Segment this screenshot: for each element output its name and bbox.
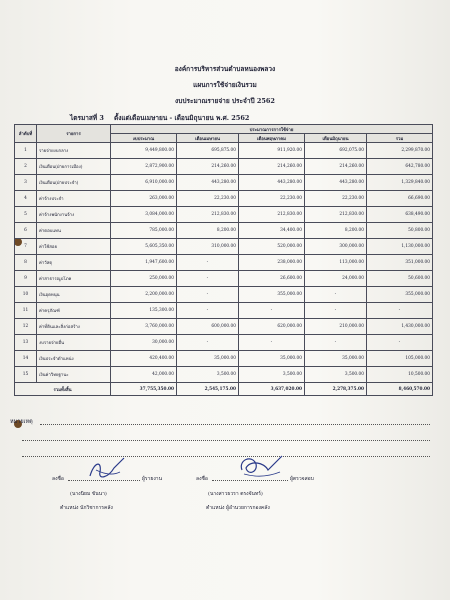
total-budget: 37,755,350.00 bbox=[111, 383, 177, 396]
row-index: 4 bbox=[15, 191, 37, 207]
table-row bbox=[15, 175, 433, 191]
row-index: 1 bbox=[15, 143, 37, 159]
row-june: 35,000.00 bbox=[305, 351, 367, 367]
row-budget: 2,200,000.00 bbox=[111, 287, 177, 303]
table-row bbox=[15, 239, 433, 255]
row-index: 15 bbox=[15, 367, 37, 383]
row-item: ค่าใช้สอย bbox=[37, 239, 111, 255]
table-row bbox=[15, 255, 433, 271]
row-may: 443,280.00 bbox=[239, 175, 305, 191]
row-index: 14 bbox=[15, 351, 37, 367]
row-item: ค่าตอบแทน bbox=[37, 223, 111, 239]
row-item: รายจ่ายงบกลาง bbox=[37, 143, 111, 159]
total-may: 3,637,020.00 bbox=[239, 383, 305, 396]
row-budget: 420,400.00 bbox=[111, 351, 177, 367]
row-index: 10 bbox=[15, 287, 37, 303]
row-june: 300,000.00 bbox=[305, 239, 367, 255]
row-total: 50,800.00 bbox=[367, 223, 433, 239]
row-may: 355,000.00 bbox=[239, 287, 305, 303]
row-index: 9 bbox=[15, 271, 37, 287]
row-may: 22,230.00 bbox=[239, 191, 305, 207]
row-index: 6 bbox=[15, 223, 37, 239]
row-total: 1,430,000.00 bbox=[367, 319, 433, 335]
row-budget: 135,300.00 bbox=[111, 303, 177, 319]
table-row bbox=[15, 159, 433, 175]
row-index: 12 bbox=[15, 319, 37, 335]
right-name: (นางสาวธวรา ตรงจันทร์) bbox=[208, 491, 263, 497]
row-may: 620,000.00 bbox=[239, 319, 305, 335]
left-sign-line bbox=[68, 480, 140, 481]
remark-line bbox=[40, 424, 430, 425]
total-row bbox=[15, 383, 433, 396]
table-row bbox=[15, 223, 433, 239]
right-role: ผู้ตรวจสอบ bbox=[290, 476, 314, 482]
row-total: 1,130,000.00 bbox=[367, 239, 433, 255]
row-june: 3,500.00 bbox=[305, 367, 367, 383]
row-may: - bbox=[239, 303, 305, 319]
remark-line bbox=[22, 440, 430, 441]
row-april: - bbox=[177, 287, 239, 303]
table-row bbox=[15, 303, 433, 319]
row-budget: 263,000.00 bbox=[111, 191, 177, 207]
row-total: 642,780.00 bbox=[367, 159, 433, 175]
row-june: - bbox=[305, 303, 367, 319]
row-june: - bbox=[305, 287, 367, 303]
row-april: 22,230.00 bbox=[177, 191, 239, 207]
table-row bbox=[15, 351, 433, 367]
row-april: 310,000.00 bbox=[177, 239, 239, 255]
row-index: 11 bbox=[15, 303, 37, 319]
row-may: - bbox=[239, 335, 305, 351]
left-role: ผู้รายงาน bbox=[142, 476, 163, 482]
row-april: 212,830.00 bbox=[177, 207, 239, 223]
row-may: 214,260.00 bbox=[239, 159, 305, 175]
row-june: 22,230.00 bbox=[305, 191, 367, 207]
row-item: เงินประจำตำแหน่ง bbox=[37, 351, 111, 367]
row-april: 3,500.00 bbox=[177, 367, 239, 383]
table-row bbox=[15, 143, 433, 159]
quarter-label: ไตรมาสที่ 3 bbox=[70, 114, 104, 122]
row-item: เงินค่าวิทยฐานะ bbox=[37, 367, 111, 383]
row-budget: 1,947,600.00 bbox=[111, 255, 177, 271]
row-budget: 42,000.00 bbox=[111, 367, 177, 383]
row-total: - bbox=[367, 303, 433, 319]
remark-label: หมายเหตุ bbox=[10, 419, 33, 425]
right-position: ตำแหน่ง ผู้อำนวยการกองคลัง bbox=[206, 505, 270, 511]
table-row bbox=[15, 319, 433, 335]
row-june: 210,000.00 bbox=[305, 319, 367, 335]
row-april: 214,260.00 bbox=[177, 159, 239, 175]
table-row bbox=[15, 287, 433, 303]
row-index: 3 bbox=[15, 175, 37, 191]
row-total: 50,600.00 bbox=[367, 271, 433, 287]
total-sum: 8,460,570.00 bbox=[367, 383, 433, 396]
row-index: 5 bbox=[15, 207, 37, 223]
row-june: 8,200.00 bbox=[305, 223, 367, 239]
plan-title: แผนการใช้จ่ายเงินรวม bbox=[193, 81, 257, 89]
left-name: (นางนิยม ขันนา) bbox=[70, 491, 107, 497]
row-index: 2 bbox=[15, 159, 37, 175]
header-item: รายการ bbox=[37, 125, 111, 143]
row-item: ค่าที่ดินและสิ่งก่อสร้าง bbox=[37, 319, 111, 335]
row-april: - bbox=[177, 335, 239, 351]
row-june: 24,000.00 bbox=[305, 271, 367, 287]
row-budget: 30,000.00 bbox=[111, 335, 177, 351]
row-total: 2,299,870.00 bbox=[367, 143, 433, 159]
row-june: 113,000.00 bbox=[305, 255, 367, 271]
table-row bbox=[15, 207, 433, 223]
org-title: องค์การบริหารส่วนตำบลหนองพลวง bbox=[174, 65, 276, 73]
row-april: - bbox=[177, 255, 239, 271]
row-may: 3,500.00 bbox=[239, 367, 305, 383]
header-index: ลำดับที่ bbox=[15, 125, 37, 143]
row-budget: 3,760,000.00 bbox=[111, 319, 177, 335]
row-april: 8,200.00 bbox=[177, 223, 239, 239]
right-sign-label: ลงชื่อ bbox=[196, 476, 208, 482]
header-june: เดือนมิถุนายน bbox=[305, 134, 367, 143]
period-label: ตั้งแต่เดือนเมษายน - เดือนมิถุนายน พ.ศ. 2562 bbox=[113, 114, 250, 122]
row-may: 35,000.00 bbox=[239, 351, 305, 367]
row-april: 600,000.00 bbox=[177, 319, 239, 335]
row-index: 7 bbox=[15, 239, 37, 255]
header-total: รวม bbox=[367, 134, 433, 143]
table-row bbox=[15, 335, 433, 351]
row-index: 8 bbox=[15, 255, 37, 271]
row-budget: 9,449,800.00 bbox=[111, 143, 177, 159]
row-may: 911,920.00 bbox=[239, 143, 305, 159]
row-item: งบรายจ่ายอื่น bbox=[37, 335, 111, 351]
right-signature-icon bbox=[234, 452, 288, 482]
table-row bbox=[15, 191, 433, 207]
row-budget: 5,605,350.00 bbox=[111, 239, 177, 255]
row-item: ค่าวัสดุ bbox=[37, 255, 111, 271]
row-may: 26,600.00 bbox=[239, 271, 305, 287]
table-row bbox=[15, 271, 433, 287]
left-sign-label: ลงชื่อ bbox=[52, 476, 64, 482]
row-june: 443,280.00 bbox=[305, 175, 367, 191]
left-position: ตำแหน่ง นักวิชาการคลัง bbox=[60, 505, 113, 511]
row-item: เงินอุดหนุน bbox=[37, 287, 111, 303]
total-june: 2,278,375.00 bbox=[305, 383, 367, 396]
row-index: 13 bbox=[15, 335, 37, 351]
row-april: 695,875.00 bbox=[177, 143, 239, 159]
table-row bbox=[15, 367, 433, 383]
row-total: 10,500.00 bbox=[367, 367, 433, 383]
row-item: เงินเดือน(ฝ่ายประจำ) bbox=[37, 175, 111, 191]
row-budget: 6,910,000.00 bbox=[111, 175, 177, 191]
row-item: เงินเดือน(ฝ่ายการเมือง) bbox=[37, 159, 111, 175]
row-june: 214,260.00 bbox=[305, 159, 367, 175]
row-item: ค่าสาธารณูปโภค bbox=[37, 271, 111, 287]
header-budget: งบประมาณ bbox=[111, 134, 177, 143]
right-sign-line bbox=[212, 480, 288, 481]
row-total: 1,329,840.00 bbox=[367, 175, 433, 191]
fiscal-title: งบประมาณรายจ่าย ประจำปี 2562 bbox=[175, 97, 275, 105]
period-heading bbox=[70, 113, 249, 123]
row-total: 105,000.00 bbox=[367, 351, 433, 367]
header-may: เดือนพฤษภาคม bbox=[239, 134, 305, 143]
row-may: 212,830.00 bbox=[239, 207, 305, 223]
row-april: 443,280.00 bbox=[177, 175, 239, 191]
row-april: - bbox=[177, 303, 239, 319]
row-budget: 3,084,000.00 bbox=[111, 207, 177, 223]
row-may: 34,400.00 bbox=[239, 223, 305, 239]
row-item: ค่าจ้างประจำ bbox=[37, 191, 111, 207]
row-total: 66,690.00 bbox=[367, 191, 433, 207]
row-total: 351,000.00 bbox=[367, 255, 433, 271]
row-june: - bbox=[305, 335, 367, 351]
row-may: 238,000.00 bbox=[239, 255, 305, 271]
row-april: 35,000.00 bbox=[177, 351, 239, 367]
budget-table bbox=[14, 124, 433, 396]
row-item: ค่าครุภัณฑ์ bbox=[37, 303, 111, 319]
row-total: 355,000.00 bbox=[367, 287, 433, 303]
total-label: รวมทั้งสิ้น bbox=[15, 383, 111, 396]
row-budget: 250,000.00 bbox=[111, 271, 177, 287]
row-total: 638,490.00 bbox=[367, 207, 433, 223]
row-item: ค่าจ้างพนักงานจ้าง bbox=[37, 207, 111, 223]
row-june: 212,830.00 bbox=[305, 207, 367, 223]
row-budget: 2,872,900.00 bbox=[111, 159, 177, 175]
total-april: 2,545,175.00 bbox=[177, 383, 239, 396]
row-april: - bbox=[177, 271, 239, 287]
row-may: 520,000.00 bbox=[239, 239, 305, 255]
header-group: ประมาณการการใช้จ่าย bbox=[111, 125, 433, 134]
row-june: 692,075.00 bbox=[305, 143, 367, 159]
header-april: เดือนเมษายน bbox=[177, 134, 239, 143]
row-total: - bbox=[367, 335, 433, 351]
row-budget: 785,000.00 bbox=[111, 223, 177, 239]
